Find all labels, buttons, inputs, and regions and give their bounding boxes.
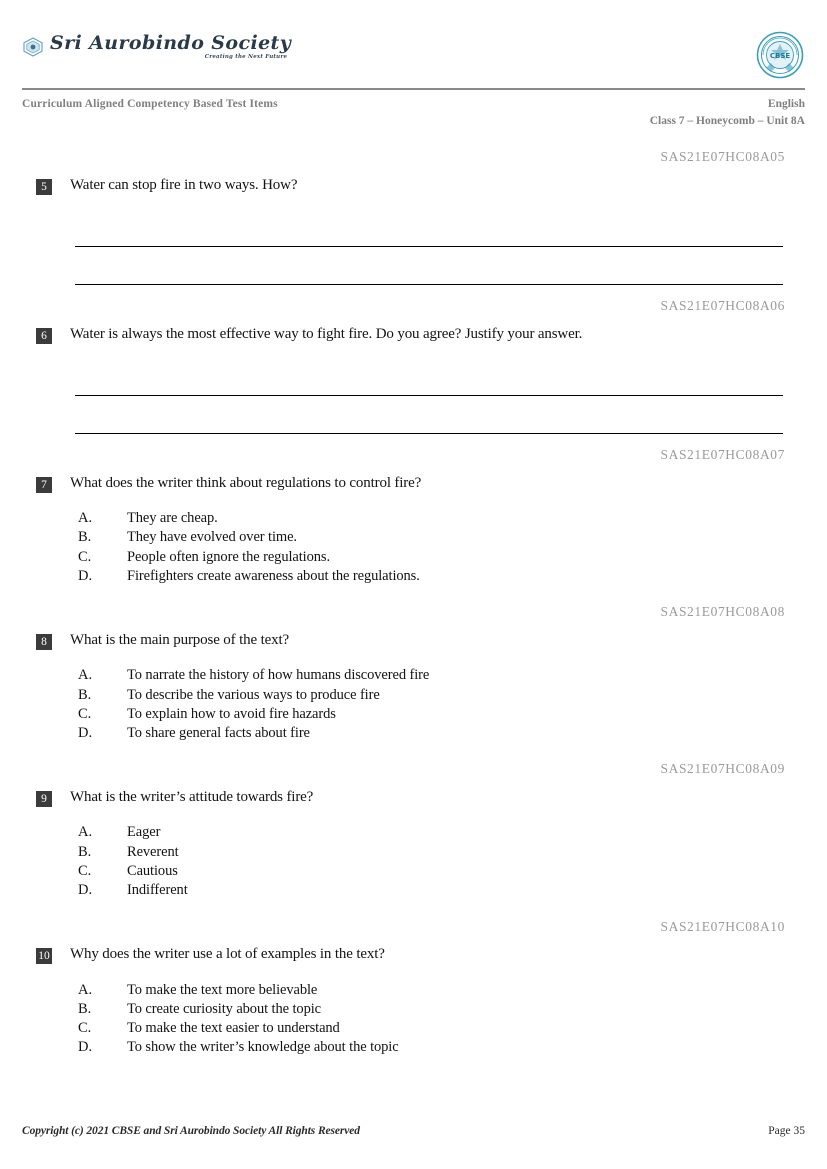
header-meta (650, 96, 805, 129)
question-block (22, 299, 805, 448)
question-code: SAS21E07HC08A05 (660, 149, 785, 164)
option-text: Cautious (127, 862, 178, 879)
question-text: Water is always the most effective way to fight fire. Do you agree? Justify your answer. (70, 325, 583, 342)
option-item[interactable] (78, 509, 805, 528)
option-text: To show the writer’s knowledge about the topic (127, 1039, 399, 1056)
brand-tagline: Creating the Next Future (204, 54, 288, 60)
header-band (22, 96, 805, 132)
option-list (78, 981, 805, 1058)
question-text: Water can stop fire in two ways. How? (70, 176, 298, 193)
option-item[interactable] (78, 686, 805, 705)
option-letter: A. (78, 667, 93, 684)
option-text: People often ignore the regulations. (127, 548, 330, 565)
spacer (22, 743, 805, 762)
option-text: Reverent (127, 843, 179, 860)
option-letter: B. (78, 1000, 92, 1017)
question-code: SAS21E07HC08A06 (660, 298, 785, 314)
option-text: To share general facts about fire (127, 725, 310, 742)
masthead (22, 30, 805, 86)
option-text: To make the text easier to understand (127, 1020, 340, 1037)
option-text: To describe the various ways to produce fire (127, 686, 380, 703)
question-text: What is the writer’s attitude towards fire? (70, 789, 314, 806)
option-letter: D. (78, 567, 93, 584)
class-unit-label: Class 7 – Honeycomb – Unit 8A (649, 114, 805, 127)
option-item[interactable] (78, 1019, 805, 1038)
option-item[interactable] (78, 823, 805, 842)
question-number-badge: 6 (36, 328, 52, 344)
question-number-badge: 5 (36, 179, 52, 195)
question-code: SAS21E07HC08A07 (660, 447, 785, 463)
option-letter: A. (78, 981, 93, 998)
answer-area[interactable] (75, 209, 783, 285)
option-letter: C. (78, 862, 92, 879)
question-row (22, 474, 805, 493)
question-row (22, 325, 805, 344)
option-letter: A. (78, 824, 93, 841)
svg-text:CBSE: CBSE (769, 52, 791, 60)
subject-label: English (767, 98, 805, 110)
question-number-badge: 8 (36, 634, 52, 650)
header-divider (22, 88, 805, 90)
question-row (22, 176, 805, 195)
question-number-badge: 10 (36, 948, 52, 964)
answer-area[interactable] (75, 358, 783, 434)
option-text: To explain how to avoid fire hazards (127, 705, 336, 722)
option-list (78, 509, 805, 586)
answer-line[interactable] (75, 209, 783, 247)
question-row (22, 945, 805, 964)
option-text: To make the text more believable (127, 981, 318, 998)
question-row (22, 631, 805, 650)
option-text: To narrate the history of how humans discovered fire (127, 667, 430, 684)
copyright-notice: Copyright (c) 2021 CBSE and Sri Aurobindo Society All Rights Reserved (22, 1125, 360, 1137)
option-letter: C. (78, 1020, 92, 1037)
answer-line[interactable] (75, 247, 783, 285)
question-code: SAS21E07HC08A08 (660, 604, 785, 620)
option-text: Firefighters create awareness about the regulations. (127, 567, 420, 584)
sri-aurobindo-society-logo (22, 34, 291, 61)
hexagon-emblem-icon (22, 37, 44, 57)
cbse-seal-icon (755, 30, 805, 80)
option-item[interactable] (78, 1000, 805, 1019)
question-text: What does the writer think about regulations to control fire? (70, 474, 422, 491)
option-letter: D. (78, 882, 93, 899)
option-text: Indifferent (127, 882, 188, 899)
spacer (22, 285, 805, 299)
option-list (78, 666, 805, 743)
option-item[interactable] (78, 843, 805, 862)
question-number-badge: 9 (36, 791, 52, 807)
option-letter: B. (78, 686, 92, 703)
spacer (22, 586, 805, 605)
answer-line[interactable] (75, 396, 783, 434)
option-letter: B. (78, 529, 92, 546)
brand-name: Sri Aurobindo Society (50, 32, 292, 54)
question-text: What is the main purpose of the text? (70, 632, 289, 649)
option-letter: B. (78, 843, 92, 860)
option-text: They have evolved over time. (127, 529, 297, 546)
question-block (22, 762, 805, 919)
question-text: Why does the writer use a lot of examples in the text? (70, 946, 385, 963)
question-block (22, 150, 805, 299)
option-text: Eager (127, 824, 161, 841)
option-item[interactable] (78, 1038, 805, 1057)
option-letter: D. (78, 725, 93, 742)
option-item[interactable] (78, 705, 805, 724)
question-block (22, 448, 805, 605)
question-code: SAS21E07HC08A09 (660, 761, 785, 777)
option-letter: C. (78, 705, 92, 722)
question-row (22, 788, 805, 807)
spacer (22, 1058, 805, 1077)
spacer (22, 901, 805, 920)
option-letter: A. (78, 510, 93, 527)
option-item[interactable] (78, 981, 805, 1000)
option-text: To create curiosity about the topic (127, 1000, 321, 1017)
option-letter: D. (78, 1039, 93, 1056)
option-item[interactable] (78, 881, 805, 900)
brand-wordmark (50, 34, 291, 61)
option-item[interactable] (78, 862, 805, 881)
question-list (22, 150, 805, 1077)
option-item[interactable] (78, 528, 805, 547)
option-item[interactable] (78, 548, 805, 567)
option-item[interactable] (78, 567, 805, 586)
question-number-badge: 7 (36, 477, 52, 493)
page-footer (22, 1125, 805, 1137)
page-number: Page 35 (768, 1125, 805, 1137)
answer-line[interactable] (75, 358, 783, 396)
option-letter: C. (78, 548, 92, 565)
page-title: Curriculum Aligned Competency Based Test Items (22, 98, 278, 110)
question-block (22, 605, 805, 762)
option-item[interactable] (78, 666, 805, 685)
spacer (22, 434, 805, 448)
option-text: They are cheap. (127, 510, 218, 527)
question-code: SAS21E07HC08A10 (660, 918, 785, 934)
option-list (78, 823, 805, 900)
question-block (22, 920, 805, 1077)
option-item[interactable] (78, 724, 805, 743)
